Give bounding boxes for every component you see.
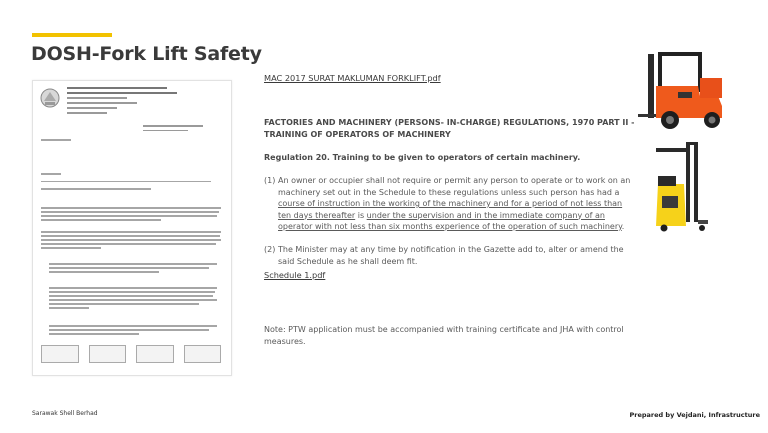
letter-document-image: [32, 80, 232, 376]
item-2-text: The Minister may at any time by notification in the Gazette add to, alter or amend the said Schedule as he shall deem fit.: [278, 245, 624, 266]
orange-forklift-image: [638, 48, 742, 130]
item-1-text-b: course of instruction in the working of the machinery and for a period of not less than ten days thereafter: [278, 199, 623, 220]
ptw-note: Note: PTW application must be accompanied with training certificate and JHA with control measures.: [264, 325, 624, 346]
letter-recipient: [41, 173, 221, 192]
footer-prepared-by: Prepared by Vejdani, Infrastructure: [629, 411, 760, 419]
item-1-text-e: .: [621, 222, 625, 231]
item-1-number: (1): [264, 176, 276, 185]
surat-makluman-pdf-link[interactable]: MAC 2017 SURAT MAKLUMAN FORKLIFT.pdf: [264, 73, 441, 83]
letter-reference: [143, 125, 203, 134]
footer-company: Sarawak Shell Berhad: [32, 410, 98, 417]
title-accent-bar: [32, 33, 112, 37]
crest-icon: [39, 87, 61, 109]
slide-title: DOSH-Fork Lift Safety: [31, 43, 262, 65]
letter-letterhead: [67, 87, 187, 117]
letter-point-b: [49, 287, 217, 311]
item-1-text-c: is: [355, 210, 367, 220]
schedule-1-pdf-link[interactable]: Schedule 1.pdf: [264, 270, 326, 280]
letter-salutation: [41, 139, 221, 143]
regulation-heading: FACTORIES AND MACHINERY (PERSONS- IN-CHARGE) REGULATIONS, 1970 PART II - TRAINING OF OPERATORS OF MACHINERY: [264, 118, 635, 139]
letter-paragraph-1: [41, 207, 221, 223]
regulation-item-1: [264, 175, 636, 233]
item-1-text-d: under the supervision and in the immediate company of an operator with not less than six months experience of the operation of such machinery: [278, 210, 622, 231]
letter-footer-logos: [41, 345, 221, 363]
regulation-subheading: Regulation 20. Training to be given to operators of certain machinery.: [264, 153, 581, 162]
item-2-number: (2): [264, 245, 276, 254]
item-1-text-a: An owner or occupier shall not require or permit any person to operate or to work on an machinery set out in the Schedule to these regulations unless such person has had a: [278, 176, 631, 197]
regulation-item-2: [264, 244, 636, 267]
letter-paragraph-2: [41, 231, 221, 251]
letter-point-c: [49, 325, 217, 337]
letter-point-a: [49, 263, 217, 275]
yellow-reach-truck-image: [650, 140, 710, 232]
